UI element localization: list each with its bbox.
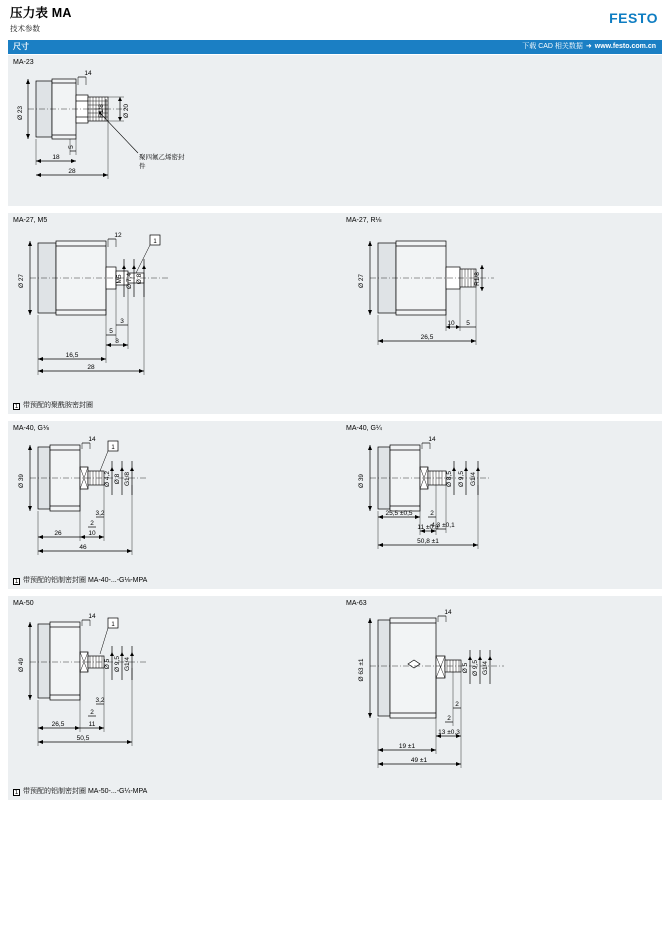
cad-download-note xyxy=(522,40,656,54)
dim-11: 11 ±0,3 xyxy=(417,524,439,531)
dim-32b: 3,2 xyxy=(95,697,105,704)
dim-5c: 5 xyxy=(466,320,470,327)
panel-ma23 xyxy=(8,54,662,206)
dim-28b: 28 xyxy=(87,364,95,371)
panel-ma50-ma63 xyxy=(8,595,662,783)
footnote-marker-icon-2: 1 xyxy=(14,579,19,585)
panel-label-ma40-g18: MA-40, G⅛ xyxy=(13,425,49,432)
dim-dia63: Ø 63 ±1 xyxy=(358,658,365,682)
dim-thread-g14b: G1/4 xyxy=(124,656,131,672)
dim-dia8: Ø 8 xyxy=(136,273,143,285)
dim-dia42: Ø 4,2 xyxy=(104,471,111,487)
arrow-icon: ➜ xyxy=(585,43,592,50)
festo-url-link[interactable]: www.festo.com.cn xyxy=(594,43,656,50)
dim-5b: 5 xyxy=(109,328,113,335)
dim-26: 26 xyxy=(54,530,62,537)
panel-ma27 xyxy=(8,212,662,397)
footnote-marker-1b: 1 xyxy=(111,445,115,451)
dim-wrench14e: 14 xyxy=(444,609,452,616)
dim-2c: 2 xyxy=(90,709,94,716)
dim-8: 8 xyxy=(115,338,119,345)
dim-32: 3,2 xyxy=(95,510,105,517)
dim-2a: 2 xyxy=(90,520,94,527)
dim-wrench12: 12 xyxy=(114,232,122,239)
dim-wrench14b: 14 xyxy=(88,436,96,443)
footnote-text-2: 带预配的铝制密封圈 MA-40-...-G⅛-MPA xyxy=(23,577,148,584)
dim-dia74: Ø 7,4 xyxy=(126,273,133,289)
footnote-marker-1c: 1 xyxy=(111,622,115,628)
dim-11b: 11 xyxy=(88,721,96,728)
section-title: 尺寸 xyxy=(13,42,29,51)
dim-13: 13 ±0,3 xyxy=(438,729,460,736)
dim-dia95: Ø 9,5 xyxy=(458,471,465,487)
panel-label-ma40-g14: MA-40, G¼ xyxy=(346,425,382,432)
dim-3: 3 xyxy=(120,318,124,325)
dim-thread-g14c: G1/4 xyxy=(482,660,489,676)
dim-thread-r18: R1/8 xyxy=(98,104,105,118)
dim-wrench14: 14 xyxy=(84,70,92,77)
dim-165: 16,5 xyxy=(65,352,79,359)
dim-dia95b: Ø 9,5 xyxy=(114,656,121,672)
dim-265: 26,5 xyxy=(420,334,434,341)
dim-dia5: Ø 5 xyxy=(104,658,111,670)
panel-label-ma50: MA-50 xyxy=(13,600,34,607)
dim-46: 46 xyxy=(79,544,87,551)
dim-dia23: Ø 23 xyxy=(17,105,24,121)
dim-2d: 2 xyxy=(455,701,459,708)
dim-thread-r18b: R1/8 xyxy=(474,272,481,286)
dim-dia8b: Ø 8 xyxy=(114,473,121,485)
drawing-ma50-ma63 xyxy=(8,596,662,784)
festo-logo: FESTO xyxy=(609,10,658,26)
footnote-text-3: 带预配的铝制密封圈 MA-50-...-G¼-MPA xyxy=(23,788,148,795)
drawing-ma23 xyxy=(8,55,662,207)
dim-10b: 10 xyxy=(88,530,96,537)
dim-dia85: Ø 8,5 xyxy=(446,471,453,487)
footnote-ma27 xyxy=(8,397,662,414)
dim-dia27-left: Ø 27 xyxy=(18,273,25,289)
dim-thread-m5: M5 xyxy=(116,274,123,284)
dim-wrench14c: 14 xyxy=(428,436,436,443)
callout-ptfe-line1: 聚四氟乙烯密封 xyxy=(139,154,185,161)
dim-dia5b: Ø 5 xyxy=(462,662,469,674)
panel-ma40 xyxy=(8,420,662,572)
dim-thread-g18: G1/8 xyxy=(124,471,131,487)
dim-thread-g14: G1/4 xyxy=(470,471,477,487)
dim-255: 25,5 ±0,5 xyxy=(385,510,413,517)
panel-label-ma27-m5: MA-27, M5 xyxy=(13,217,48,224)
footnote-text-1: 带预配的聚酰胺密封圈 xyxy=(23,402,93,409)
dim-2e: 2 xyxy=(447,715,451,722)
callout-ptfe-line2: 件 xyxy=(139,163,146,170)
page-subtitle: 技术参数 xyxy=(10,24,40,33)
dim-265b: 26,5 xyxy=(51,721,65,728)
dim-10: 10 xyxy=(447,320,455,327)
drawing-ma40 xyxy=(8,421,662,573)
dim-5: 5 xyxy=(68,145,75,149)
dim-wrench14d: 14 xyxy=(88,613,96,620)
footnote-marker-1a: 1 xyxy=(153,239,157,245)
dim-dia39-left: Ø 39 xyxy=(18,473,25,489)
footnote-marker-icon-3: 1 xyxy=(14,790,19,796)
dim-43: 4,3 ±0,1 xyxy=(431,522,455,529)
page-title: 压力表 MA xyxy=(10,6,72,20)
dim-dia49: Ø 49 xyxy=(18,657,25,673)
dim-dia27-right: Ø 27 xyxy=(358,273,365,289)
dim-19: 19 ±1 xyxy=(398,743,416,750)
dim-2b: 2 xyxy=(430,510,434,517)
footnote-marker-icon: 1 xyxy=(14,404,19,410)
cad-download-label: 下载 CAD 相关数据 xyxy=(522,43,583,50)
dim-49: 49 ±1 xyxy=(410,757,428,764)
dim-508: 50,8 ±1 xyxy=(417,538,439,545)
panel-label-ma23: MA-23 xyxy=(13,59,34,66)
panel-label-ma63: MA-63 xyxy=(346,600,367,607)
dim-18: 18 xyxy=(52,154,60,161)
drawing-ma27 xyxy=(8,213,662,398)
panel-label-ma27-r18: MA-27, R⅛ xyxy=(346,217,382,224)
dim-dia39-right: Ø 39 xyxy=(358,473,365,489)
section-bar xyxy=(8,40,662,54)
page-header xyxy=(0,0,670,40)
dim-28: 28 xyxy=(68,168,76,175)
footnote-ma50 xyxy=(8,783,662,800)
footnote-ma40 xyxy=(8,572,662,589)
dim-dia20: Ø 20 xyxy=(123,103,130,119)
dim-505: 50,5 xyxy=(76,735,90,742)
dim-dia95c: Ø 9,5 xyxy=(472,660,479,676)
